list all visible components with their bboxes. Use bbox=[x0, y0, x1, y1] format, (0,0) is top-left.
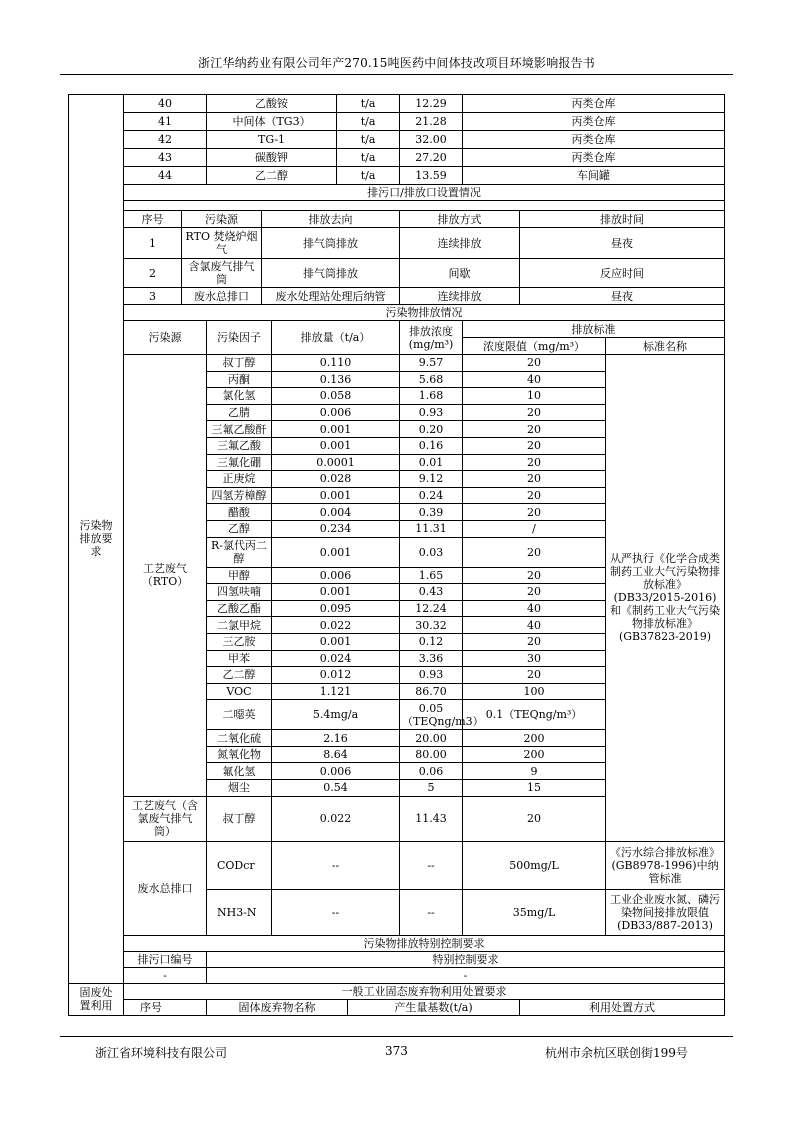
material-storage: 丙类仓库 bbox=[463, 149, 725, 167]
emission-amount: 0.004 bbox=[272, 504, 400, 521]
emission-amount: 0.001 bbox=[272, 421, 400, 438]
emission-concentration: 11.43 bbox=[400, 796, 463, 841]
material-name: 乙酸铵 bbox=[207, 95, 337, 113]
concentration-limit: 20 bbox=[463, 537, 606, 567]
header-rule bbox=[60, 74, 733, 75]
outlet-header-row bbox=[69, 211, 725, 228]
emission-concentration: 0.39 bbox=[400, 504, 463, 521]
material-unit: t/a bbox=[337, 167, 400, 185]
concentration-limit: 200 bbox=[463, 730, 606, 747]
page-header: 浙江华纳药业有限公司年产270.15吨医药中间体技改项目环境影响报告书 bbox=[198, 56, 595, 70]
emission-amount: 0.006 bbox=[272, 404, 400, 421]
pollutant-factor: 氟化氢 bbox=[207, 763, 272, 780]
special-outlet-value: - bbox=[124, 967, 207, 983]
emission-concentration: -- bbox=[400, 889, 463, 935]
footer-rule bbox=[60, 1036, 733, 1037]
emission-amount: -- bbox=[272, 841, 400, 889]
material-quantity: 21.28 bbox=[400, 113, 463, 131]
pollutant-factor: NH3-N bbox=[207, 889, 272, 935]
material-name: TG-1 bbox=[207, 131, 337, 149]
outlet-source: 废水总排口 bbox=[182, 288, 262, 305]
outlet-mode: 连续排放 bbox=[400, 228, 520, 259]
special-title-row bbox=[69, 935, 725, 951]
pollutant-factor: 四氢呋喃 bbox=[207, 584, 272, 601]
outlet-destination: 排气筒排放 bbox=[262, 228, 400, 259]
solid-header-no: 序号 bbox=[124, 999, 207, 1015]
concentration-limit: 20 bbox=[463, 796, 606, 841]
emission-amount: 0.0001 bbox=[272, 454, 400, 471]
material-row bbox=[69, 131, 725, 149]
emission-concentration: 80.00 bbox=[400, 746, 463, 763]
outlet-destination: 废水处理站处理后纳管 bbox=[262, 288, 400, 305]
concentration-limit: 500mg/L bbox=[463, 841, 606, 889]
outlet-source: RTO 焚烧炉烟气 bbox=[182, 228, 262, 259]
emission-amount: 0.006 bbox=[272, 763, 400, 780]
material-row bbox=[69, 95, 725, 113]
pollutant-factor: 乙二醇 bbox=[207, 667, 272, 684]
concentration-limit: 200 bbox=[463, 746, 606, 763]
emission-amount: 0.022 bbox=[272, 796, 400, 841]
concentration-unit: (mg/m³) bbox=[408, 337, 454, 351]
solid-header-amount: 产生量基数(t/a) bbox=[348, 999, 520, 1015]
emission-concentration: 0.24 bbox=[400, 487, 463, 504]
emission-concentration: 12.24 bbox=[400, 600, 463, 617]
pollutant-factor: 二氯甲烷 bbox=[207, 617, 272, 634]
material-number: 44 bbox=[124, 167, 207, 185]
outlet-number: 2 bbox=[124, 259, 182, 288]
outlet-number: 1 bbox=[124, 228, 182, 259]
outlet-time: 反应时间 bbox=[520, 259, 725, 288]
concentration-limit: 20 bbox=[463, 633, 606, 650]
pollutant-factor: 醋酸 bbox=[207, 504, 272, 521]
emission-section-title: 污染物排放情况 bbox=[124, 305, 725, 321]
concentration-limit: 20 bbox=[463, 471, 606, 488]
material-unit: t/a bbox=[337, 131, 400, 149]
emission-header-row bbox=[69, 321, 725, 338]
pollutant-factor: 甲苯 bbox=[207, 650, 272, 667]
emission-concentration: 9.12 bbox=[400, 471, 463, 488]
outlet-header-destination: 排放去向 bbox=[262, 211, 400, 228]
pollutant-factor: 氯化氢 bbox=[207, 388, 272, 405]
emission-amount: 0.012 bbox=[272, 667, 400, 684]
outlet-row bbox=[69, 259, 725, 288]
emission-concentration: 0.05（TEQng/m3） bbox=[400, 700, 463, 730]
material-unit: t/a bbox=[337, 149, 400, 167]
outlet-number: 3 bbox=[124, 288, 182, 305]
header-factor: 污染因子 bbox=[207, 321, 272, 355]
emission-amount: 0.110 bbox=[272, 355, 400, 372]
pollutant-factor: 三氟化硼 bbox=[207, 454, 272, 471]
pollutant-factor: 氮氧化物 bbox=[207, 746, 272, 763]
material-number: 40 bbox=[124, 95, 207, 113]
standard-name: 工业企业废水氮、磷污染物间接排放限值(DB33/887-2013) bbox=[606, 889, 725, 935]
page-number: 373 bbox=[385, 1044, 408, 1058]
emission-concentration: 0.01 bbox=[400, 454, 463, 471]
emission-concentration: 0.93 bbox=[400, 667, 463, 684]
material-storage: 车间罐 bbox=[463, 167, 725, 185]
material-number: 41 bbox=[124, 113, 207, 131]
material-storage: 丙类仓库 bbox=[463, 95, 725, 113]
concentration-limit: 100 bbox=[463, 683, 606, 700]
emission-concentration: 20.00 bbox=[400, 730, 463, 747]
environmental-requirements-table bbox=[68, 94, 725, 1016]
concentration-limit: 20 bbox=[463, 667, 606, 684]
standard-name: 《污水综合排放标准》(GB8978-1996)中纳管标准 bbox=[606, 841, 725, 889]
emission-amount: 0.022 bbox=[272, 617, 400, 634]
outlet-row bbox=[69, 288, 725, 305]
outlet-mode: 间歇 bbox=[400, 259, 520, 288]
outlet-header-no: 序号 bbox=[124, 211, 182, 228]
pollutant-factor: 乙酸乙酯 bbox=[207, 600, 272, 617]
material-number: 43 bbox=[124, 149, 207, 167]
special-header-outlet: 排污口编号 bbox=[124, 951, 207, 967]
outlet-header-mode: 排放方式 bbox=[400, 211, 520, 228]
solid-header-row bbox=[69, 999, 725, 1015]
emission-concentration: 5 bbox=[400, 780, 463, 797]
emission-concentration: 1.65 bbox=[400, 567, 463, 584]
pollutant-factor: 甲醇 bbox=[207, 567, 272, 584]
pollutant-factor: 正庚烷 bbox=[207, 471, 272, 488]
emission-concentration: 0.03 bbox=[400, 537, 463, 567]
material-name: 乙二醇 bbox=[207, 167, 337, 185]
pollutant-factor: 二噁英 bbox=[207, 700, 272, 730]
header-source: 污染源 bbox=[124, 321, 207, 355]
concentration-limit: 15 bbox=[463, 780, 606, 797]
solid-header-name: 固体废弃物名称 bbox=[207, 999, 348, 1015]
emission-amount: 0.001 bbox=[272, 633, 400, 650]
emission-concentration: 0.12 bbox=[400, 633, 463, 650]
concentration-limit: 20 bbox=[463, 504, 606, 521]
emission-concentration: -- bbox=[400, 841, 463, 889]
material-row bbox=[69, 149, 725, 167]
concentration-limit: 10 bbox=[463, 388, 606, 405]
emission-amount: 0.136 bbox=[272, 371, 400, 388]
emission-concentration: 3.36 bbox=[400, 650, 463, 667]
concentration-limit: 40 bbox=[463, 600, 606, 617]
concentration-limit: 20 bbox=[463, 567, 606, 584]
pollutant-factor: 三乙胺 bbox=[207, 633, 272, 650]
pollutant-factor: R-氯代丙二醇 bbox=[207, 537, 272, 567]
pollutant-factor: 三氟乙酸 bbox=[207, 437, 272, 454]
emission-concentration: 0.43 bbox=[400, 584, 463, 601]
outlet-row bbox=[69, 228, 725, 259]
special-header-row bbox=[69, 951, 725, 967]
emission-amount: 0.028 bbox=[272, 471, 400, 488]
material-storage: 丙类仓库 bbox=[463, 131, 725, 149]
emission-amount: 0.001 bbox=[272, 537, 400, 567]
outlet-section-title: 排污口/排放口设置情况 bbox=[124, 185, 725, 201]
section-label-pollutant: 污染物排放要求 bbox=[69, 95, 124, 984]
emission-concentration: 9.57 bbox=[400, 355, 463, 372]
emission-amount: 1.121 bbox=[272, 683, 400, 700]
outlet-source: 含氯废气排气筒 bbox=[182, 259, 262, 288]
material-quantity: 12.29 bbox=[400, 95, 463, 113]
concentration-limit: 30 bbox=[463, 650, 606, 667]
special-section-title: 污染物排放特别控制要求 bbox=[124, 935, 725, 951]
wastewater-cod-row bbox=[69, 841, 725, 889]
pollutant-factor: VOC bbox=[207, 683, 272, 700]
emission-concentration: 5.68 bbox=[400, 371, 463, 388]
solid-title-row bbox=[69, 983, 725, 999]
emission-amount: 2.16 bbox=[272, 730, 400, 747]
solid-header-disposal: 利用处置方式 bbox=[520, 999, 725, 1015]
concentration-limit: 20 bbox=[463, 355, 606, 372]
material-row bbox=[69, 167, 725, 185]
spacer-row bbox=[69, 201, 725, 211]
rto-source: 工艺废气（RTO） bbox=[124, 355, 207, 797]
material-name: 碳酸钾 bbox=[207, 149, 337, 167]
pollutant-factor: 烟尘 bbox=[207, 780, 272, 797]
emission-amount: 0.001 bbox=[272, 437, 400, 454]
emission-title-row bbox=[69, 305, 725, 321]
emission-amount: 0.006 bbox=[272, 567, 400, 584]
pollutant-factor: 乙醇 bbox=[207, 520, 272, 537]
emission-amount: 0.095 bbox=[272, 600, 400, 617]
concentration-limit: 20 bbox=[463, 437, 606, 454]
concentration-limit: 20 bbox=[463, 487, 606, 504]
emission-concentration: 1.68 bbox=[400, 388, 463, 405]
header-amount: 排放量（t/a） bbox=[272, 321, 400, 355]
concentration-limit: 9 bbox=[463, 763, 606, 780]
material-row bbox=[69, 113, 725, 131]
emission-amount: 0.024 bbox=[272, 650, 400, 667]
header-limit: 浓度限值（mg/m³） bbox=[463, 338, 606, 355]
outlet-time: 昼夜 bbox=[520, 228, 725, 259]
pollutant-factor: 叔丁醇 bbox=[207, 796, 272, 841]
outlet-header-source: 污染源 bbox=[182, 211, 262, 228]
pollutant-factor: CODcr bbox=[207, 841, 272, 889]
material-quantity: 13.59 bbox=[400, 167, 463, 185]
emission-concentration: 0.06 bbox=[400, 763, 463, 780]
header-concentration bbox=[400, 321, 463, 355]
section-label-solid-waste: 固废处置利用 bbox=[69, 983, 124, 1015]
outlet-mode: 连续排放 bbox=[400, 288, 520, 305]
special-requirement-value: - bbox=[207, 967, 725, 983]
emission-amount: 0.54 bbox=[272, 780, 400, 797]
concentration-limit: 20 bbox=[463, 584, 606, 601]
empty-row bbox=[124, 201, 725, 211]
concentration-limit: 20 bbox=[463, 404, 606, 421]
concentration-limit: 40 bbox=[463, 617, 606, 634]
emission-concentration: 0.93 bbox=[400, 404, 463, 421]
pollutant-factor: 乙腈 bbox=[207, 404, 272, 421]
concentration-limit: 0.1（TEQng/m³） bbox=[463, 700, 606, 730]
concentration-limit: 35mg/L bbox=[463, 889, 606, 935]
rto-standard-name: 从严执行《化学合成类制药工业大气污染物排放标准》(DB33/2015-2016)和《制药工业大气污染物排放标准》(GB37823-2019) bbox=[606, 355, 725, 842]
emission-concentration: 0.20 bbox=[400, 421, 463, 438]
pollutant-factor: 丙酮 bbox=[207, 371, 272, 388]
emission-concentration: 11.31 bbox=[400, 520, 463, 537]
material-name: 中间体（TG3） bbox=[207, 113, 337, 131]
special-header-requirement: 特别控制要求 bbox=[207, 951, 725, 967]
emission-amount: -- bbox=[272, 889, 400, 935]
special-value-row bbox=[69, 967, 725, 983]
material-quantity: 27.20 bbox=[400, 149, 463, 167]
outlet-time: 昼夜 bbox=[520, 288, 725, 305]
concentration-limit: 20 bbox=[463, 421, 606, 438]
emission-amount: 0.001 bbox=[272, 584, 400, 601]
concentration-limit: / bbox=[463, 520, 606, 537]
material-unit: t/a bbox=[337, 95, 400, 113]
header-standard-name: 标准名称 bbox=[606, 338, 725, 355]
emission-amount: 0.001 bbox=[272, 487, 400, 504]
concentration-limit: 40 bbox=[463, 371, 606, 388]
pollutant-factor: 三氟乙酸酐 bbox=[207, 421, 272, 438]
outlet-title-row bbox=[69, 185, 725, 201]
chlorine-exhaust-source: 工艺废气（含氯废气排气筒） bbox=[124, 796, 207, 841]
rto-emission-row bbox=[69, 355, 725, 372]
wastewater-source: 废水总排口 bbox=[124, 841, 207, 935]
material-quantity: 32.00 bbox=[400, 131, 463, 149]
pollutant-factor: 叔丁醇 bbox=[207, 355, 272, 372]
outlet-destination: 排气筒排放 bbox=[262, 259, 400, 288]
header-standard: 排放标准 bbox=[463, 321, 725, 338]
emission-amount: 8.64 bbox=[272, 746, 400, 763]
pollutant-factor: 四氢芳樟醇 bbox=[207, 487, 272, 504]
emission-concentration: 86.70 bbox=[400, 683, 463, 700]
concentration-label: 排放浓度 bbox=[409, 324, 454, 338]
material-number: 42 bbox=[124, 131, 207, 149]
emission-amount: 0.234 bbox=[272, 520, 400, 537]
emission-concentration: 30.32 bbox=[400, 617, 463, 634]
footer-address: 杭州市余杭区联创街199号 bbox=[545, 1046, 688, 1060]
emission-amount: 5.4mg/a bbox=[272, 700, 400, 730]
pollutant-factor: 二氧化硫 bbox=[207, 730, 272, 747]
emission-concentration: 0.16 bbox=[400, 437, 463, 454]
footer-company: 浙江省环境科技有限公司 bbox=[95, 1046, 228, 1060]
material-storage: 丙类仓库 bbox=[463, 113, 725, 131]
concentration-limit: 20 bbox=[463, 454, 606, 471]
outlet-header-time: 排放时间 bbox=[520, 211, 725, 228]
solid-section-title: 一般工业固态废弃物利用处置要求 bbox=[124, 983, 725, 999]
material-unit: t/a bbox=[337, 113, 400, 131]
emission-amount: 0.058 bbox=[272, 388, 400, 405]
